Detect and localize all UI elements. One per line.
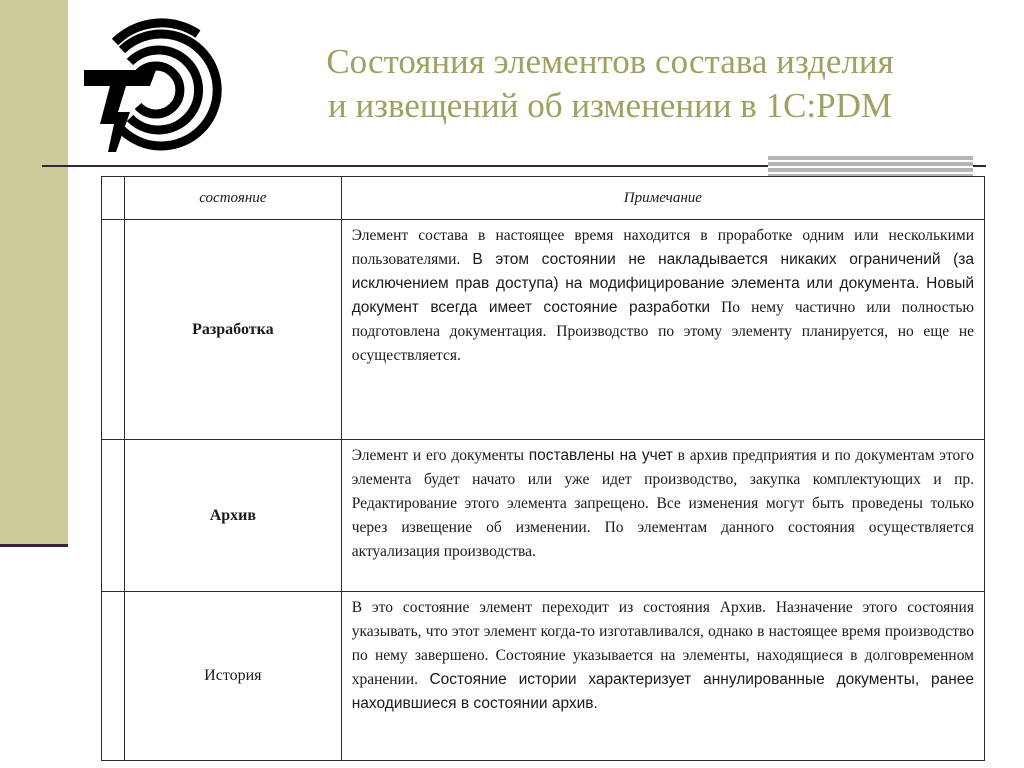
table-row: [102, 440, 985, 592]
row-spacer: [102, 592, 125, 761]
note-text: По нему частично или полностью подготовлена документация. Производство по этому элементу планируется, но еще не осуществляется.: [351, 299, 974, 364]
slide-title: [240, 40, 980, 128]
note-text: В этом состоянии не накладывается никаких ограничений (за исключением прав доступа) на модифицирование элемента или документа. Новый документ всегда имеет состояние разработки: [351, 251, 975, 316]
table-header-row: [102, 177, 985, 220]
side-decor-line: [0, 544, 68, 547]
note-text: В это состояние элемент переходит из состояния Архив. Назначение этого состояния указывать, что этот элемент когда-то изготавливался, однако в настоящее время производство по нему завершено. Состояние указывается на элементы, находящиеся в долговременном хранении.: [351, 599, 974, 688]
note-text: Состояние истории характеризует аннулированные документы, ранее находившиеся в состоянии архив.: [351, 671, 974, 712]
slide-title-line-1: Состояния элементов состава изделия: [326, 42, 894, 81]
state-note: [341, 440, 984, 592]
note-text: Элемент и его документы: [351, 447, 529, 464]
slide-title-line-2: и извещений об изменении в 1С:PDM: [327, 86, 893, 125]
row-spacer: [102, 440, 125, 592]
table-row: [102, 592, 985, 761]
table-header-spacer: [102, 177, 125, 220]
states-table: [101, 176, 985, 761]
state-note: [341, 220, 984, 440]
state-note: [341, 592, 984, 761]
state-name: История: [124, 592, 341, 761]
table-row: [102, 220, 985, 440]
header-note: Примечание: [341, 177, 984, 220]
state-name: Разработка: [124, 220, 341, 440]
note-text: в архив предприятия и по документам этого элемента будет начато или уже идет производство, закупка комплектующих и пр. Редактирование этого элемента запрещено. Все изменения могут быть проведены только через извещение об изменении. По элементам данного состояния осуществляется актуализация производства.: [351, 447, 974, 560]
header-state: состояние: [124, 177, 341, 220]
company-logo-icon: [78, 12, 228, 164]
row-spacer: [102, 220, 125, 440]
note-text: поставлены на учет: [528, 447, 673, 464]
note-text: Элемент состава в настоящее время находится в проработке одним или несколькими пользователями.: [351, 227, 974, 268]
state-name: Архив: [124, 440, 341, 592]
side-decor-band: [0, 0, 68, 545]
